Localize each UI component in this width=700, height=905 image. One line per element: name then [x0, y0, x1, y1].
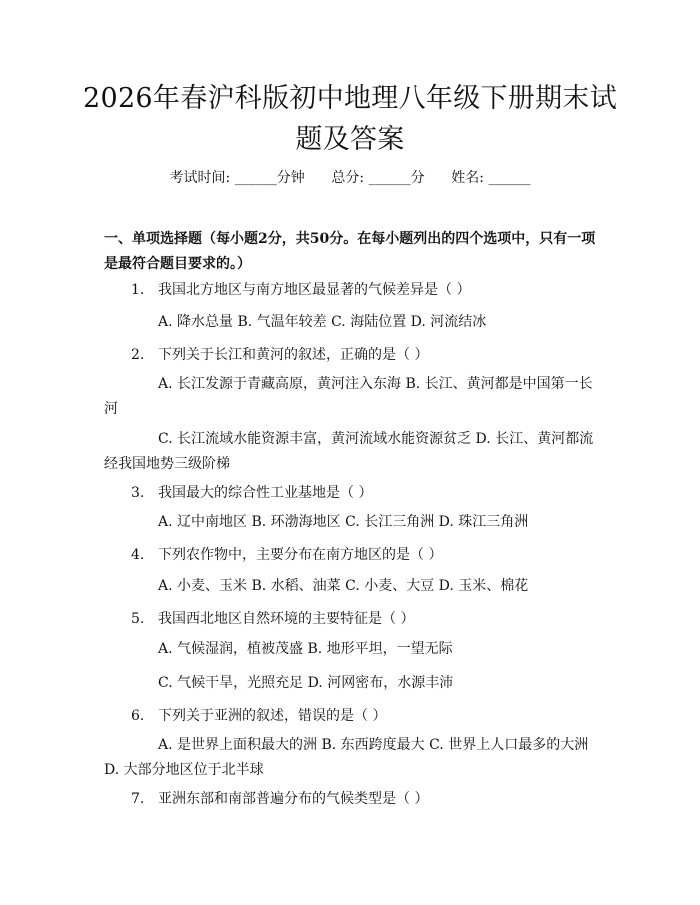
question-4 — [131, 545, 442, 565]
question-text: 我国北方地区与南方地区最显著的气候差异是（ ） — [158, 282, 471, 298]
question-number: 3. — [131, 485, 145, 501]
document-title: 2026年春沪科版初中地理八年级下册期末试题及答案 — [82, 83, 617, 155]
question-4-options: A. 小麦、玉米 B. 水稻、油菜 C. 小麦、大豆 D. 玉米、棉花 — [158, 578, 529, 594]
question-1-options: A. 降水总量 B. 气温年较差 C. 海陆位置 D. 河流结冰 — [158, 314, 487, 330]
question-number: 2. — [131, 347, 145, 363]
score-label: 总分: — [331, 170, 365, 186]
question-text: 亚洲东部和南部普遍分布的气候类型是（ ） — [158, 791, 429, 807]
question-6 — [131, 706, 386, 726]
question-1 — [131, 280, 470, 300]
question-2-options-b: C. 长江流域水能资源丰富，黄河流域水能资源贫乏 D. 长江、黄河都流经我国地势三级阶梯 — [104, 431, 594, 472]
time-label: 考试时间: — [169, 170, 231, 186]
score-blank: ______ — [368, 170, 411, 186]
time-blank: ______ — [234, 170, 277, 186]
name-blank: ______ — [488, 170, 531, 186]
question-3 — [131, 483, 372, 503]
question-text: 我国西北地区自然环境的主要特征是（ ） — [158, 611, 415, 627]
question-number: 6. — [131, 708, 145, 724]
section-heading: 一、单项选择题（每小题2分，共50分。在每小题列出的四个选项中，只有一项是最符合题目要求的。） — [104, 231, 596, 272]
question-text: 下列关于亚洲的叙述，错误的是（ ） — [158, 708, 387, 724]
question-number: 4. — [131, 547, 145, 563]
name-label: 姓名: — [451, 170, 484, 186]
question-5-options-a: A. 气候湿润，植被茂盛 B. 地形平坦，一望无际 — [158, 641, 453, 657]
question-3-options: A. 辽中南地区 B. 环渤海地区 C. 长江三角洲 D. 珠江三角洲 — [158, 514, 529, 530]
question-text: 下列农作物中，主要分布在南方地区的是（ ） — [158, 547, 443, 563]
question-text: 下列关于长江和黄河的叙述，正确的是（ ） — [158, 347, 429, 363]
question-number: 7. — [131, 791, 145, 807]
exam-info-line — [0, 168, 700, 188]
question-2-options-a: A. 长江发源于青藏高原，黄河注入东海 B. 长江、黄河都是中国第一长河 — [104, 376, 593, 417]
question-5 — [131, 609, 414, 629]
question-2 — [131, 345, 428, 365]
time-unit: 分钟 — [276, 170, 305, 186]
question-number: 1. — [131, 282, 145, 298]
question-7 — [131, 789, 428, 809]
score-unit: 分 — [410, 170, 425, 186]
question-6-options: A. 是世界上面积最大的洲 B. 东西跨度最大 C. 世界上人口最多的大洲 D. 大部分地区位于北半球 — [104, 737, 589, 778]
question-number: 5. — [131, 611, 145, 627]
question-5-options-b: C. 气候干旱，光照充足 D. 河网密布，水源丰沛 — [158, 675, 454, 691]
question-text: 我国最大的综合性工业基地是（ ） — [158, 485, 373, 501]
